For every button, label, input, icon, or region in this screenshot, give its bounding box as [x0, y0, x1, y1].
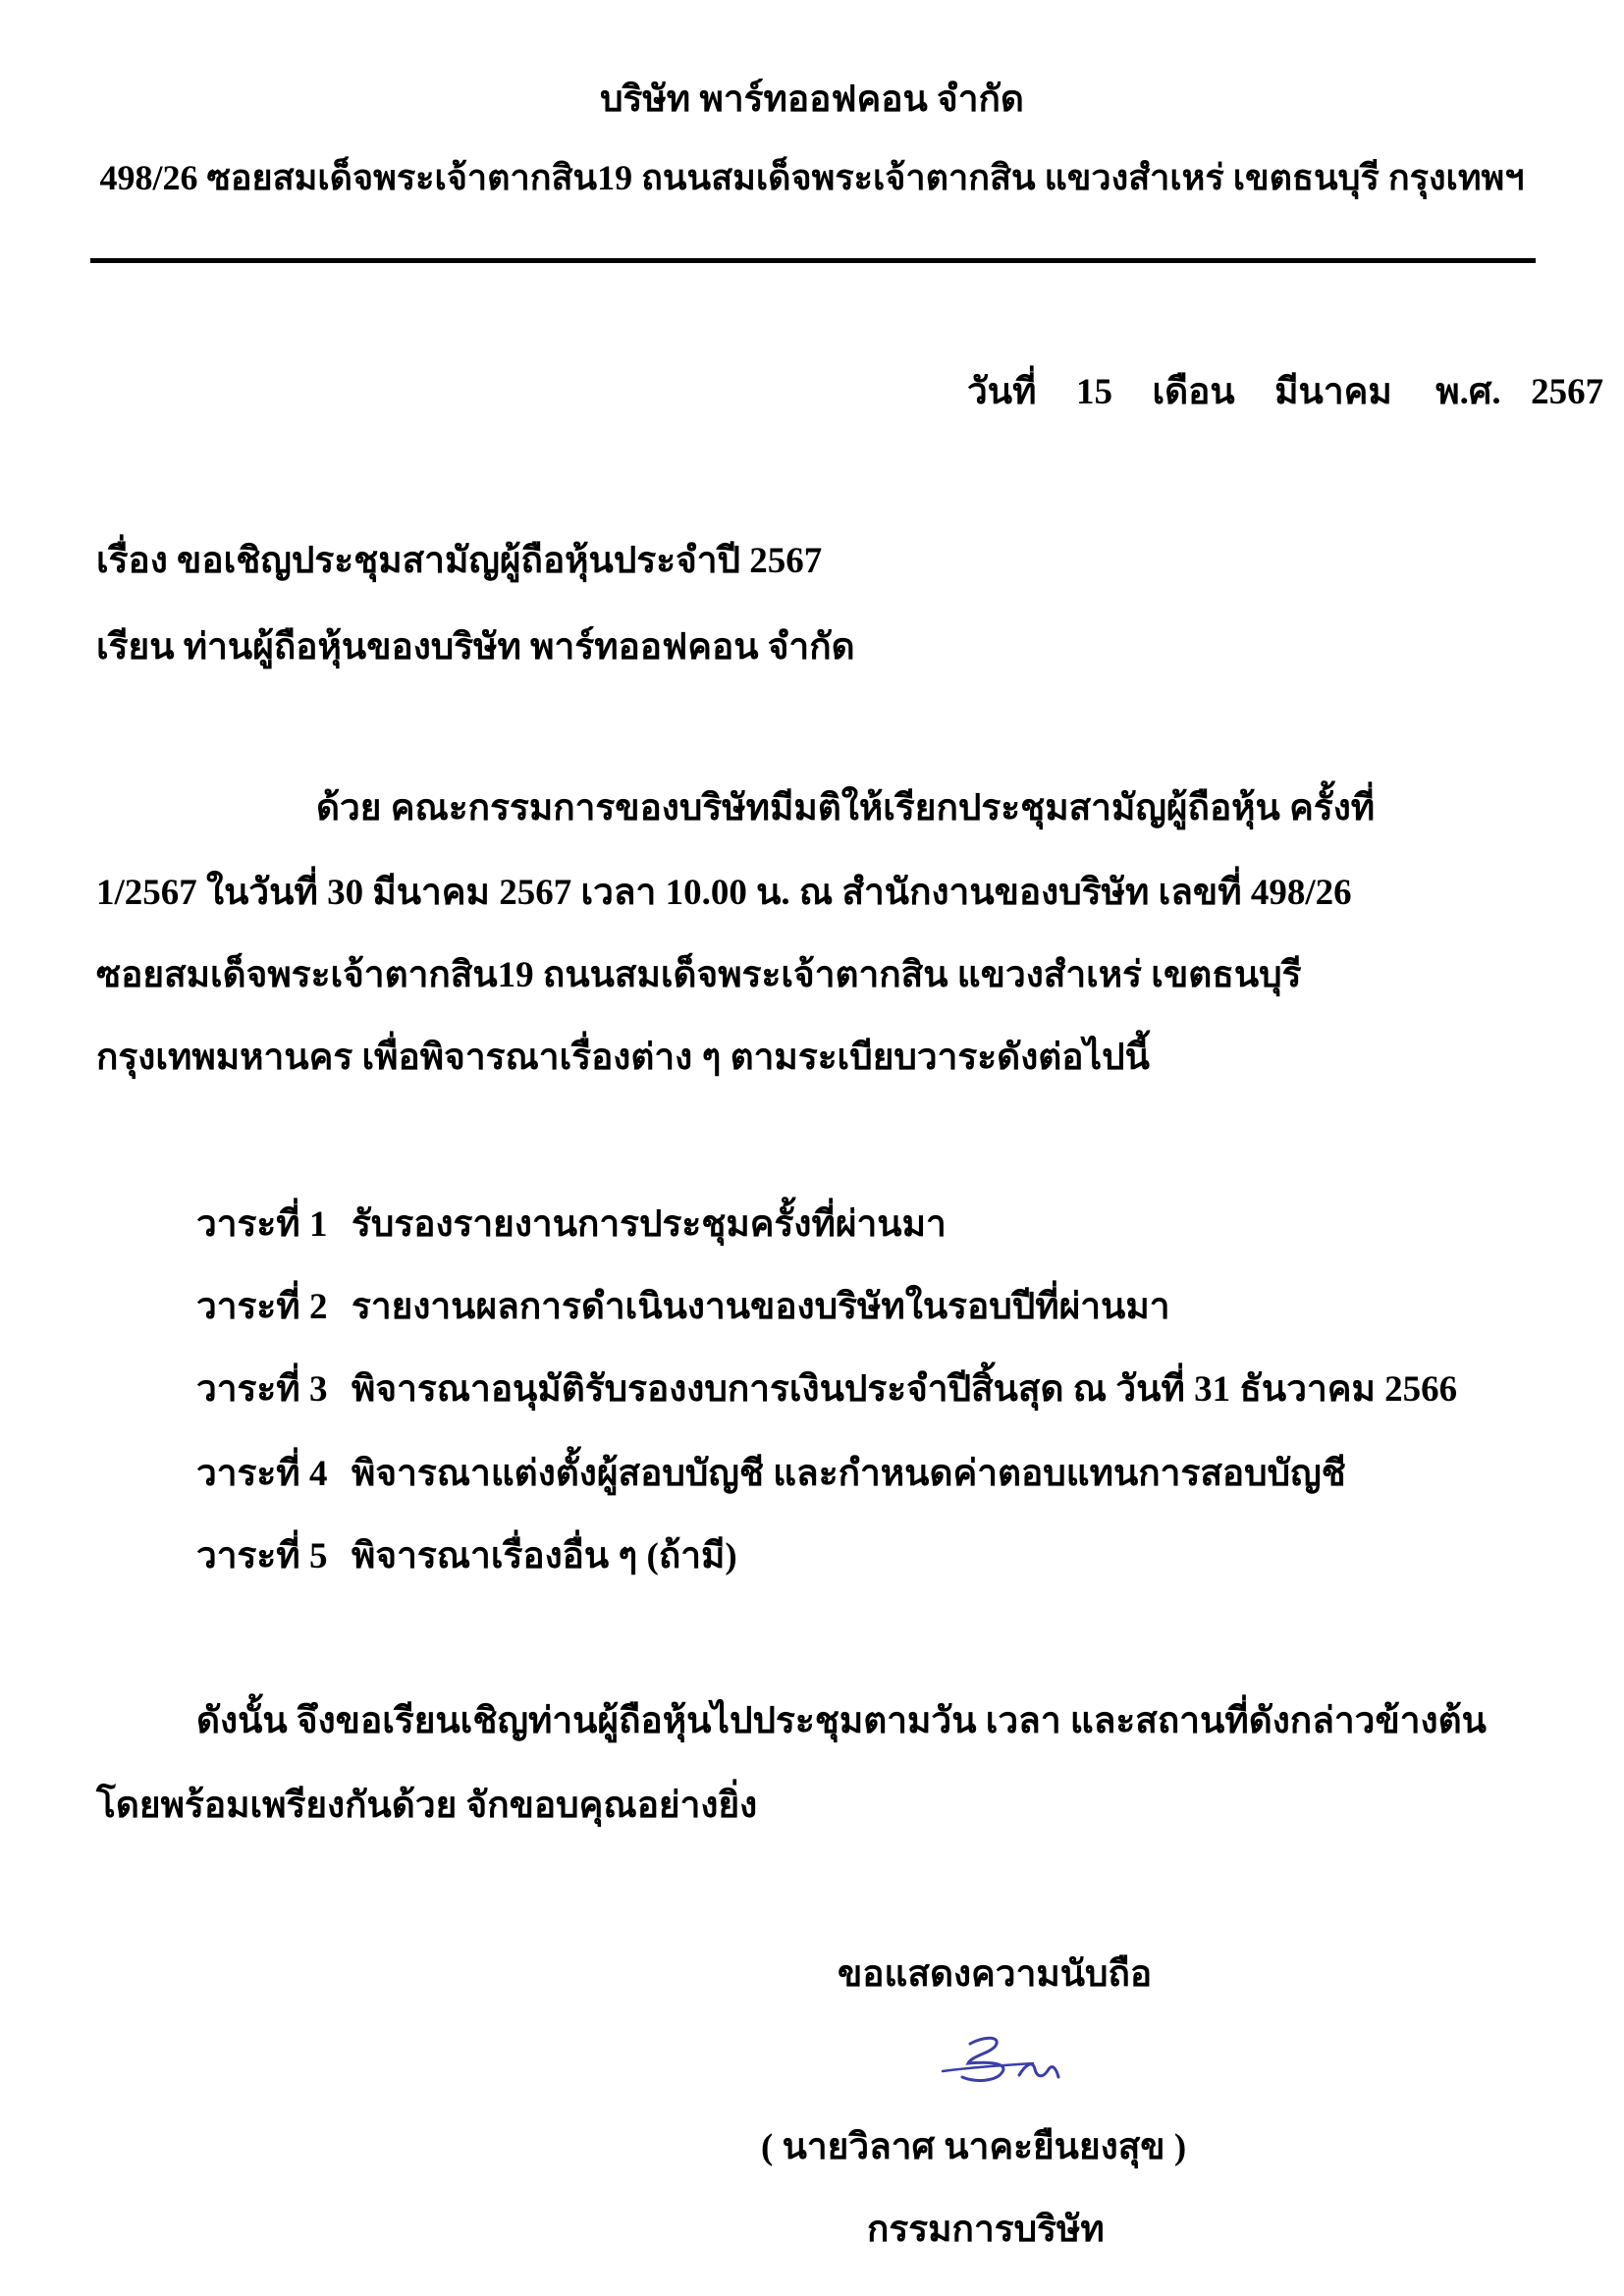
agenda-label: วาระที่ 5 — [196, 1536, 328, 1576]
header-divider — [90, 258, 1536, 263]
agenda-item — [196, 1284, 1170, 1331]
agenda-item — [196, 1533, 737, 1580]
agenda-item — [196, 1366, 1457, 1414]
agenda-item — [196, 1451, 1346, 1498]
agenda-text: พิจารณาอนุมัติรับรองงบการเงินประจำปีสิ้นสุด ณ วันที่ 31 ธันวาคม 2566 — [352, 1369, 1458, 1410]
date-month-label: เดือน — [1152, 372, 1235, 412]
letter-date — [967, 369, 1603, 416]
company-name: บริษัท พาร์ทออฟคอน จำกัด — [600, 80, 1024, 120]
body-paragraph-line: ซอยสมเด็จพระเจ้าตากสิน19 ถนนสมเด็จพระเจ้าตากสิน แขวงสำเหร่ เขตธนบุรี — [96, 955, 1302, 995]
subject-line: เรื่อง ขอเชิญประชุมสามัญผู้ถือหุ้นประจำปี 2567 — [96, 541, 823, 581]
agenda-label: วาระที่ 2 — [196, 1287, 328, 1327]
regards-text: ขอแสดงความนับถือ — [838, 1954, 1153, 1995]
body-paragraph-line: 1/2567 ในวันที่ 30 มีนาคม 2567 เวลา 10.00 น. ณ สำนักงานของบริษัท เลขที่ 498/26 — [96, 873, 1352, 913]
company-address: 498/26 ซอยสมเด็จพระเจ้าตากสิน19 ถนนสมเด็จพระเจ้าตากสิน แขวงสำเหร่ เขตธนบุรี กรุงเทพฯ — [99, 158, 1525, 197]
agenda-label: วาระที่ 4 — [196, 1454, 328, 1494]
date-year: 2567 — [1531, 372, 1604, 412]
agenda-text: พิจารณาเรื่องอื่น ๆ (ถ้ามี) — [352, 1536, 737, 1576]
date-day-label: วันที่ — [967, 372, 1037, 412]
agenda-text: พิจารณาแต่งตั้งผู้สอบบัญชี และกำหนดค่าตอบแทนการสอบบัญชี — [352, 1454, 1346, 1494]
date-day: 15 — [1075, 372, 1112, 412]
date-month: มีนาคม — [1274, 372, 1392, 412]
agenda-label: วาระที่ 3 — [196, 1369, 328, 1410]
date-year-label: พ.ศ. — [1435, 372, 1501, 412]
body-paragraph-line: กรุงเทพมหานคร เพื่อพิจารณาเรื่องต่าง ๆ ตามระเบียบวาระดังต่อไปนี้ — [96, 1038, 1150, 1078]
agenda-text: รับรองรายงานการประชุมครั้งที่ผ่านมา — [352, 1204, 947, 1245]
body-paragraph-line: ด้วย คณะกรรมการของบริษัทมีมติให้เรียกประชุมสามัญผู้ถือหุ้น ครั้งที่ — [316, 788, 1376, 828]
recipient-line: เรียน ท่านผู้ถือหุ้นของบริษัท พาร์ทออฟคอน จำกัด — [96, 627, 855, 667]
closing-line: โดยพร้อมเพรียงกันด้วย จักขอบคุณอย่างยิ่ง — [96, 1786, 758, 1826]
closing-line: ดังนั้น จึงขอเรียนเชิญท่านผู้ถือหุ้นไปประชุมตามวัน เวลา และสถานที่ดังกล่าวข้างต้น — [196, 1701, 1487, 1741]
signer-position: กรรมการบริษัท — [867, 2210, 1105, 2250]
signer-name: ( นายวิลาศ นาคะยืนยงสุข ) — [761, 2127, 1187, 2167]
handwritten-signature-icon — [933, 2030, 1080, 2097]
agenda-text: รายงานผลการดำเนินงานของบริษัทในรอบปีที่ผ่านมา — [352, 1287, 1170, 1327]
agenda-label: วาระที่ 1 — [196, 1204, 328, 1245]
agenda-item — [196, 1201, 947, 1249]
